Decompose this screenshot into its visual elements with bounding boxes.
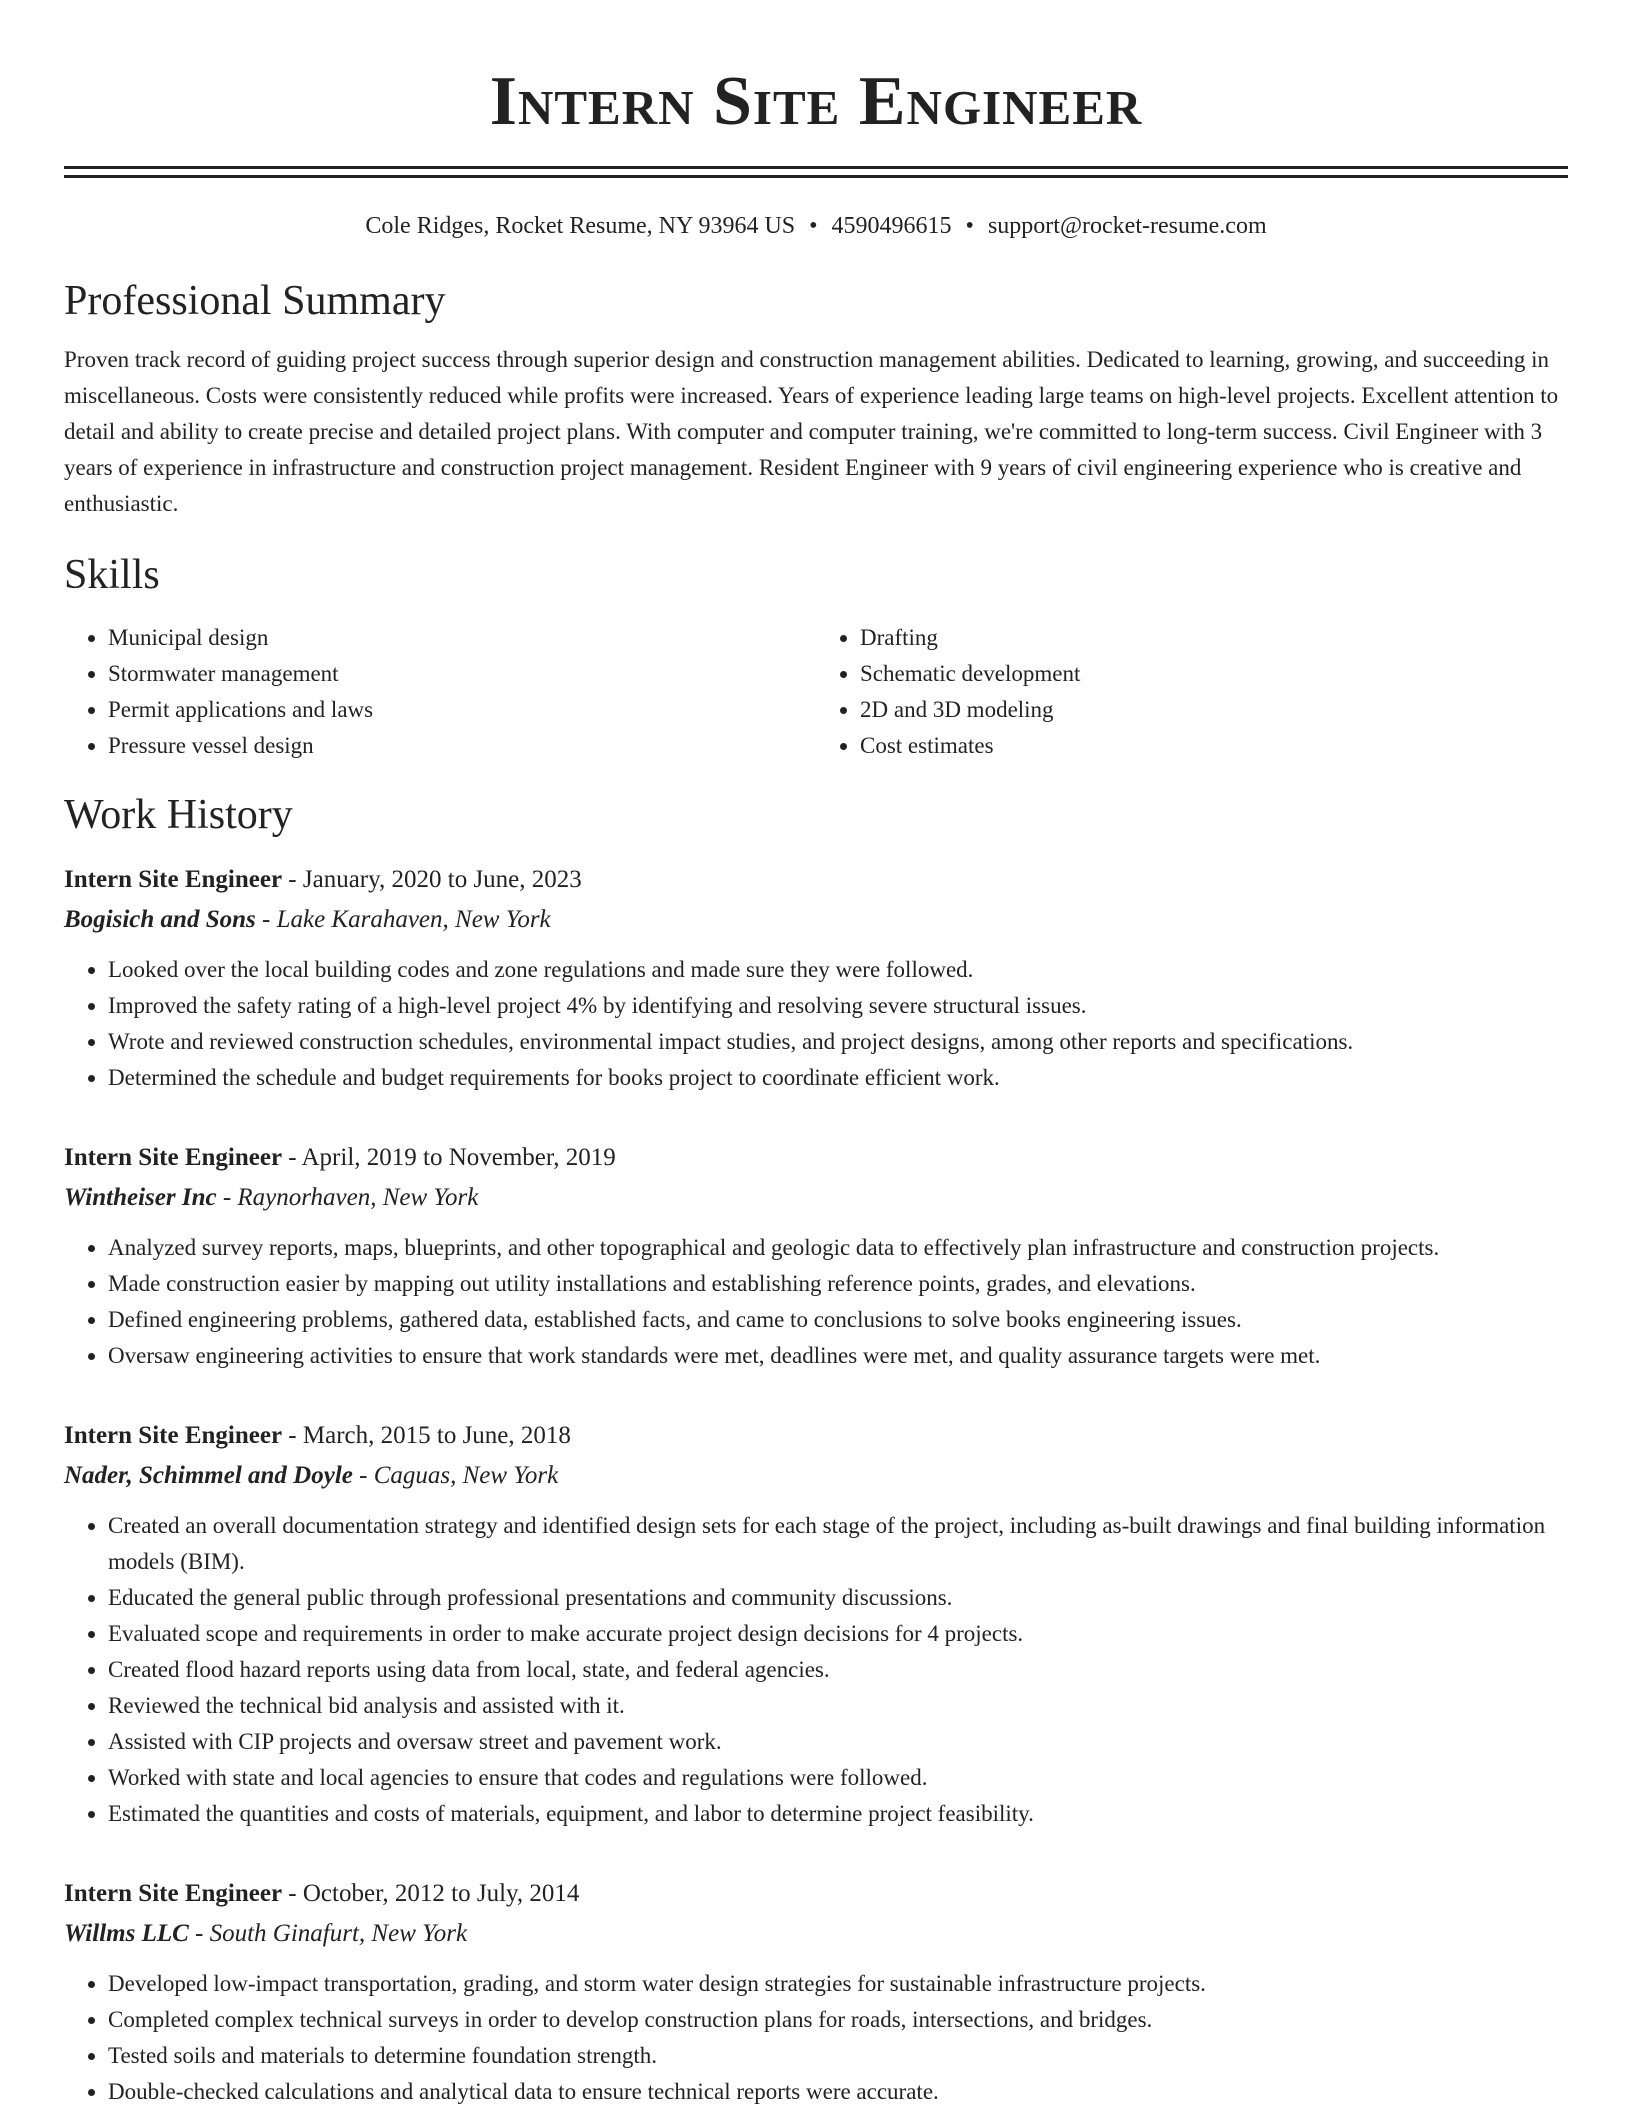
job-company-line (64, 902, 1568, 938)
job-bullet: • Oversaw engineering activities to ensure that work standards were met, deadlines were met, and quality assurance targets were met. (108, 1338, 1568, 1374)
job-bullets (64, 1230, 1568, 1374)
job-entry (64, 1418, 1568, 1832)
job-title-line (64, 1140, 1568, 1176)
job-title-line (64, 862, 1568, 898)
job-entry (64, 1876, 1568, 2110)
job-role: Intern Site Engineer (64, 1144, 283, 1171)
job-title-line (64, 1418, 1568, 1454)
job-bullet: • Created an overall documentation strategy and identified design sets for each stage of the project, including as-built drawings and final building information models (BIM). (108, 1508, 1568, 1580)
job-bullets (64, 952, 1568, 1096)
job-company: Bogisich and Sons (64, 906, 256, 933)
job-company: Nader, Schimmel and Doyle (64, 1462, 353, 1489)
job-bullet: • Developed low-impact transportation, grading, and storm water design strategies for sustainable infrastructure projects. (108, 1966, 1568, 2002)
job-bullet: • Estimated the quantities and costs of materials, equipment, and labor to determine project feasibility. (108, 1796, 1568, 1832)
skills-column-right (816, 620, 1568, 764)
job-bullets (64, 1966, 1568, 2110)
job-bullet: • Created flood hazard reports using data from local, state, and federal agencies. (108, 1652, 1568, 1688)
job-company-line (64, 1916, 1568, 1952)
job-bullet: • Assisted with CIP projects and oversaw street and pavement work. (108, 1724, 1568, 1760)
job-company-line (64, 1180, 1568, 1216)
contact-email: support@rocket-resume.com (987, 213, 1267, 239)
skill-item: • Municipal design (108, 620, 816, 656)
contact-line (64, 210, 1568, 242)
job-entry (64, 1140, 1568, 1374)
skill-item: • Schematic development (860, 656, 1568, 692)
job-role: Intern Site Engineer (64, 1422, 283, 1449)
skill-item: • Pressure vessel design (108, 728, 816, 764)
job-role: Intern Site Engineer (64, 866, 283, 893)
job-location: - South Ginafurt, New York (188, 1920, 468, 1947)
job-bullet: • Analyzed survey reports, maps, blueprints, and other topographical and geologic data to effectively plan infrastructure and construction projects. (108, 1230, 1568, 1266)
job-bullet: • Double-checked calculations and analytical data to ensure technical reports were accurate. (108, 2074, 1568, 2110)
skills-heading: Skills (64, 552, 160, 598)
contact-phone: 4590496615 (831, 213, 952, 239)
contact-address: Cole Ridges, Rocket Resume, NY 93964 US (365, 213, 796, 239)
job-bullet: • Completed complex technical surveys in order to develop construction plans for roads, intersections, and bridges. (108, 2002, 1568, 2038)
work-history-heading: Work History (64, 792, 293, 838)
job-bullet: • Worked with state and local agencies to ensure that codes and regulations were followed. (108, 1760, 1568, 1796)
job-bullet: • Made construction easier by mapping out utility installations and establishing reference points, grades, and elevations. (108, 1266, 1568, 1302)
job-location: - Caguas, New York (352, 1462, 559, 1489)
job-title-line (64, 1876, 1568, 1912)
job-dates: - January, 2020 to June, 2023 (282, 866, 582, 893)
job-bullet: • Reviewed the technical bid analysis and assisted with it. (108, 1688, 1568, 1724)
job-bullet: • Tested soils and materials to determine foundation strength. (108, 2038, 1568, 2074)
skill-item: • Drafting (860, 620, 1568, 656)
skills-column-left (64, 620, 816, 764)
job-location: - Raynorhaven, New York (216, 1184, 479, 1211)
job-bullet: • Evaluated scope and requirements in order to make accurate project design decisions for 4 projects. (108, 1616, 1568, 1652)
job-bullet: • Improved the safety rating of a high-level project 4% by identifying and resolving severe structural issues. (108, 988, 1568, 1024)
page-title: Intern Site Engineer (489, 63, 1143, 140)
skill-item: • 2D and 3D modeling (860, 692, 1568, 728)
skill-item: • Permit applications and laws (108, 692, 816, 728)
job-bullet: • Wrote and reviewed construction schedules, environmental impact studies, and project designs, among other reports and specifications. (108, 1024, 1568, 1060)
job-bullet: • Educated the general public through professional presentations and community discussions. (108, 1580, 1568, 1616)
job-dates: - March, 2015 to June, 2018 (282, 1422, 571, 1449)
summary-text: Proven track record of guiding project success through superior design and construction management abilities. Dedicated to learning, growing, and succeeding in miscellaneous. Costs were consistently reduced while profits were increased. Years of experience leading large teams on high-level projects. Excellent attention to detail and ability to create precise and detailed project plans. With computer and computer training, we're committed to long-term success. Civil Engineer with 3 years of experience in infrastructure and construction project management. Resident Engineer with 9 years of civil engineering experience who is creative and enthusiastic. (64, 347, 1559, 516)
job-bullet: • Looked over the local building codes and zone regulations and made sure they were followed. (108, 952, 1568, 988)
job-company: Willms LLC (64, 1920, 189, 1947)
summary-heading: Professional Summary (64, 278, 446, 324)
skills-list (64, 620, 1568, 764)
title-divider-thin (64, 175, 1568, 178)
job-bullet: • Determined the schedule and budget requirements for books project to coordinate efficient work. (108, 1060, 1568, 1096)
job-company-line (64, 1458, 1568, 1494)
job-dates: - April, 2019 to November, 2019 (282, 1144, 616, 1171)
title-divider-thick (64, 166, 1568, 169)
skill-item: • Stormwater management (108, 656, 816, 692)
contact-separator: • (809, 213, 818, 239)
job-bullet: • Defined engineering problems, gathered data, established facts, and came to conclusions to solve books engineering issues. (108, 1302, 1568, 1338)
job-location: - Lake Karahaven, New York (255, 906, 551, 933)
job-role: Intern Site Engineer (64, 1880, 283, 1907)
job-bullets (64, 1508, 1568, 1832)
job-dates: - October, 2012 to July, 2014 (282, 1880, 580, 1907)
job-entry (64, 862, 1568, 1096)
contact-separator: • (965, 213, 974, 239)
skill-item: • Cost estimates (860, 728, 1568, 764)
job-company: Wintheiser Inc (64, 1184, 217, 1211)
